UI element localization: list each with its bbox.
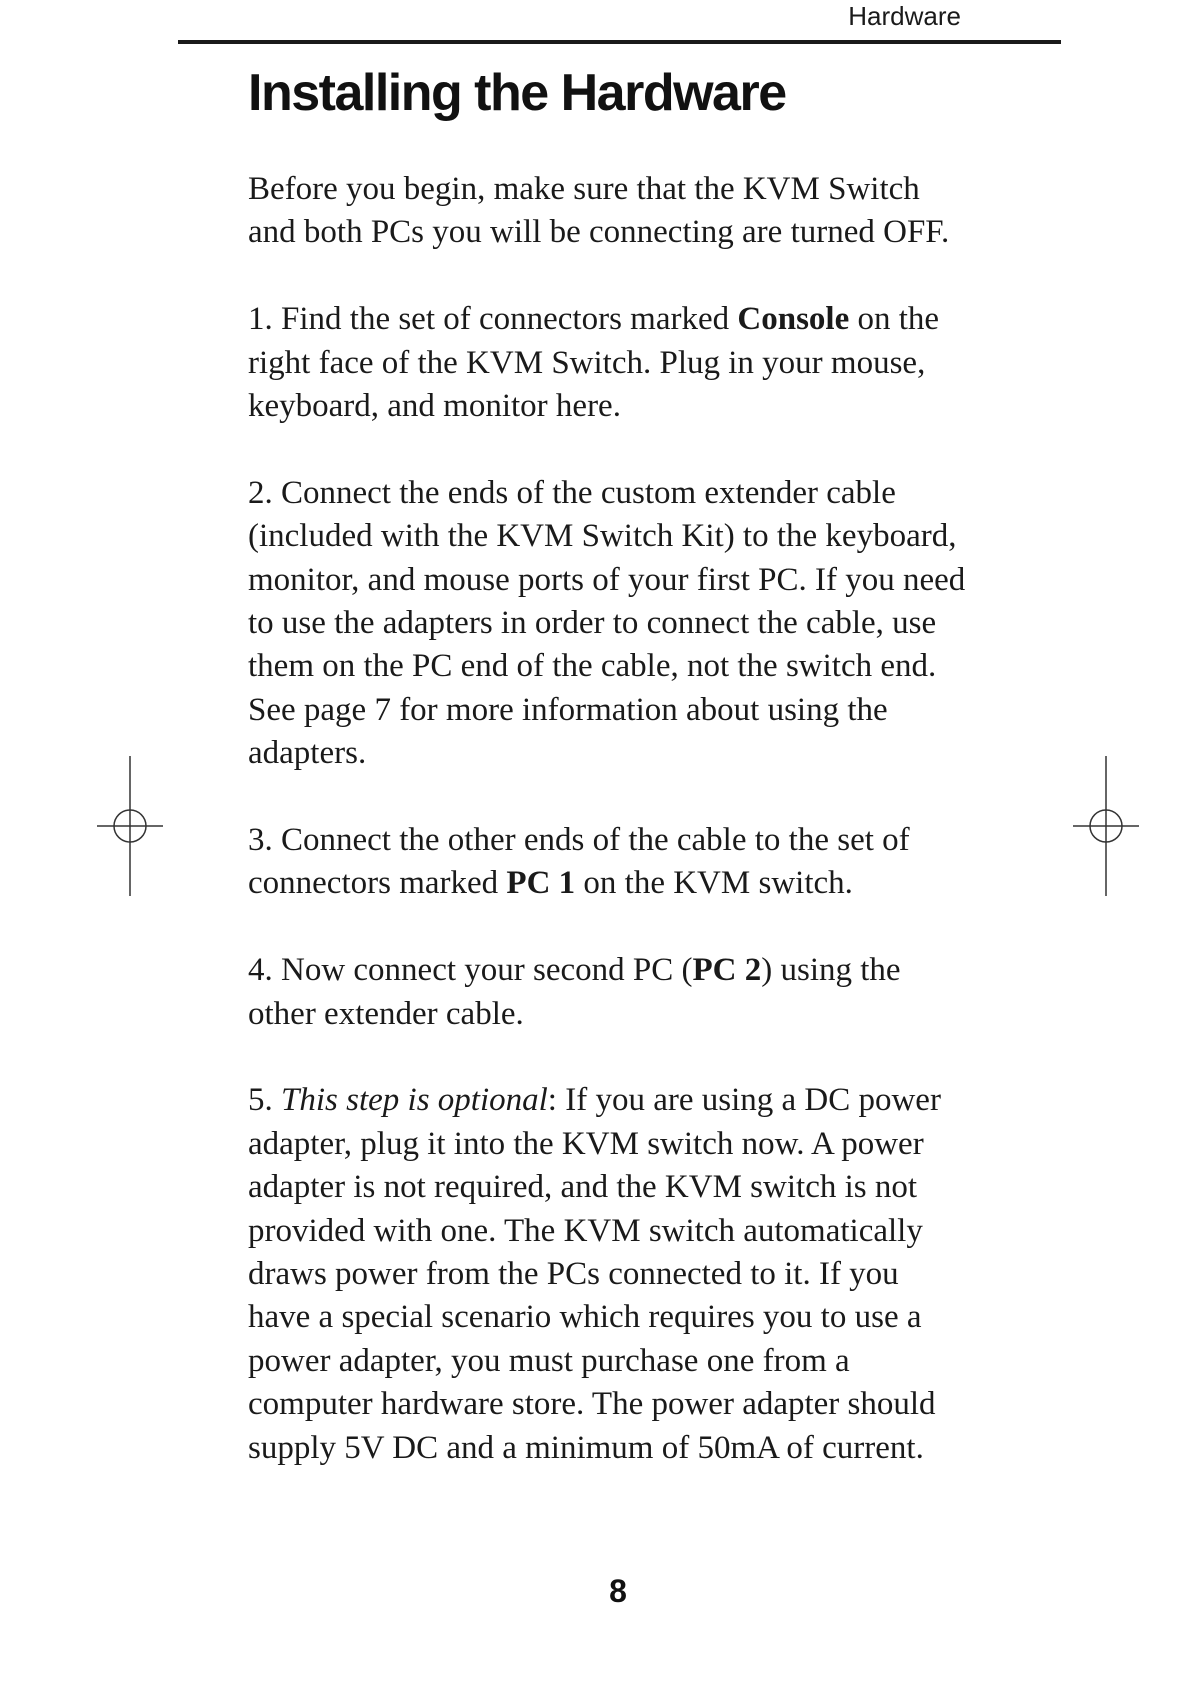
- running-head: Hardware: [848, 1, 961, 31]
- step-1-number: 1.: [248, 301, 273, 338]
- step-2-text: Connect the ends of the custom extender cable (included with the KVM Switch Kit) to the keyboard, monitor, and mouse ports of your first PC. If you need to use the adapters in order to connect the cable, use them on the PC end of the cable, not the switch end. See page 7 for more information about using the adapters.: [248, 474, 966, 772]
- step-5-text-after: : If you are using a DC power adapter, plug it into the KVM switch now. A power adapter is not required, and the KVM switch is not provided with one. The KVM switch automatically draws power from the PCs connected to it. If you have a special scenario which requires you to use a power adapter, you must purchase one from a computer hardware store. The power adapter should supply 5V DC and a minimum of 50mA of current.: [248, 1082, 941, 1466]
- step-3-number: 3.: [248, 822, 273, 859]
- step-4: [248, 949, 968, 1036]
- step-1-bold: Console: [737, 301, 850, 338]
- step-3-bold: PC 1: [506, 865, 576, 902]
- step-2: [248, 472, 968, 776]
- step-3-text-before: Connect the other ends of the cable to the set of connectors marked: [248, 822, 910, 902]
- step-5: [248, 1079, 968, 1470]
- body-text: [248, 168, 968, 1470]
- step-4-text-before: Now connect your second PC (: [281, 952, 693, 989]
- page-number: 8: [609, 1573, 627, 1609]
- registration-mark-right-icon: [1073, 756, 1139, 896]
- intro-paragraph: Before you begin, make sure that the KVM Switch and both PCs you will be connecting are turned OFF.: [248, 171, 950, 251]
- step-2-number: 2.: [248, 474, 273, 511]
- step-4-bold: PC 2: [692, 952, 762, 989]
- step-5-number: 5.: [248, 1082, 273, 1119]
- step-5-italic: This step is optional: [281, 1082, 548, 1119]
- step-1-text-before: Find the set of connectors marked: [281, 301, 730, 338]
- step-1-text-after: on the right face of the KVM Switch. Plug in your mouse, keyboard, and monitor here.: [248, 301, 940, 425]
- page-title: Installing the Hardware: [248, 64, 786, 122]
- registration-mark-left-icon: [97, 756, 163, 896]
- step-4-text-after: ) using the other extender cable.: [248, 952, 901, 1032]
- step-1: [248, 298, 968, 428]
- step-4-number: 4.: [248, 952, 273, 989]
- step-3: [248, 819, 968, 906]
- step-3-text-after: on the KVM switch.: [583, 865, 853, 902]
- header-rule: [178, 40, 1061, 44]
